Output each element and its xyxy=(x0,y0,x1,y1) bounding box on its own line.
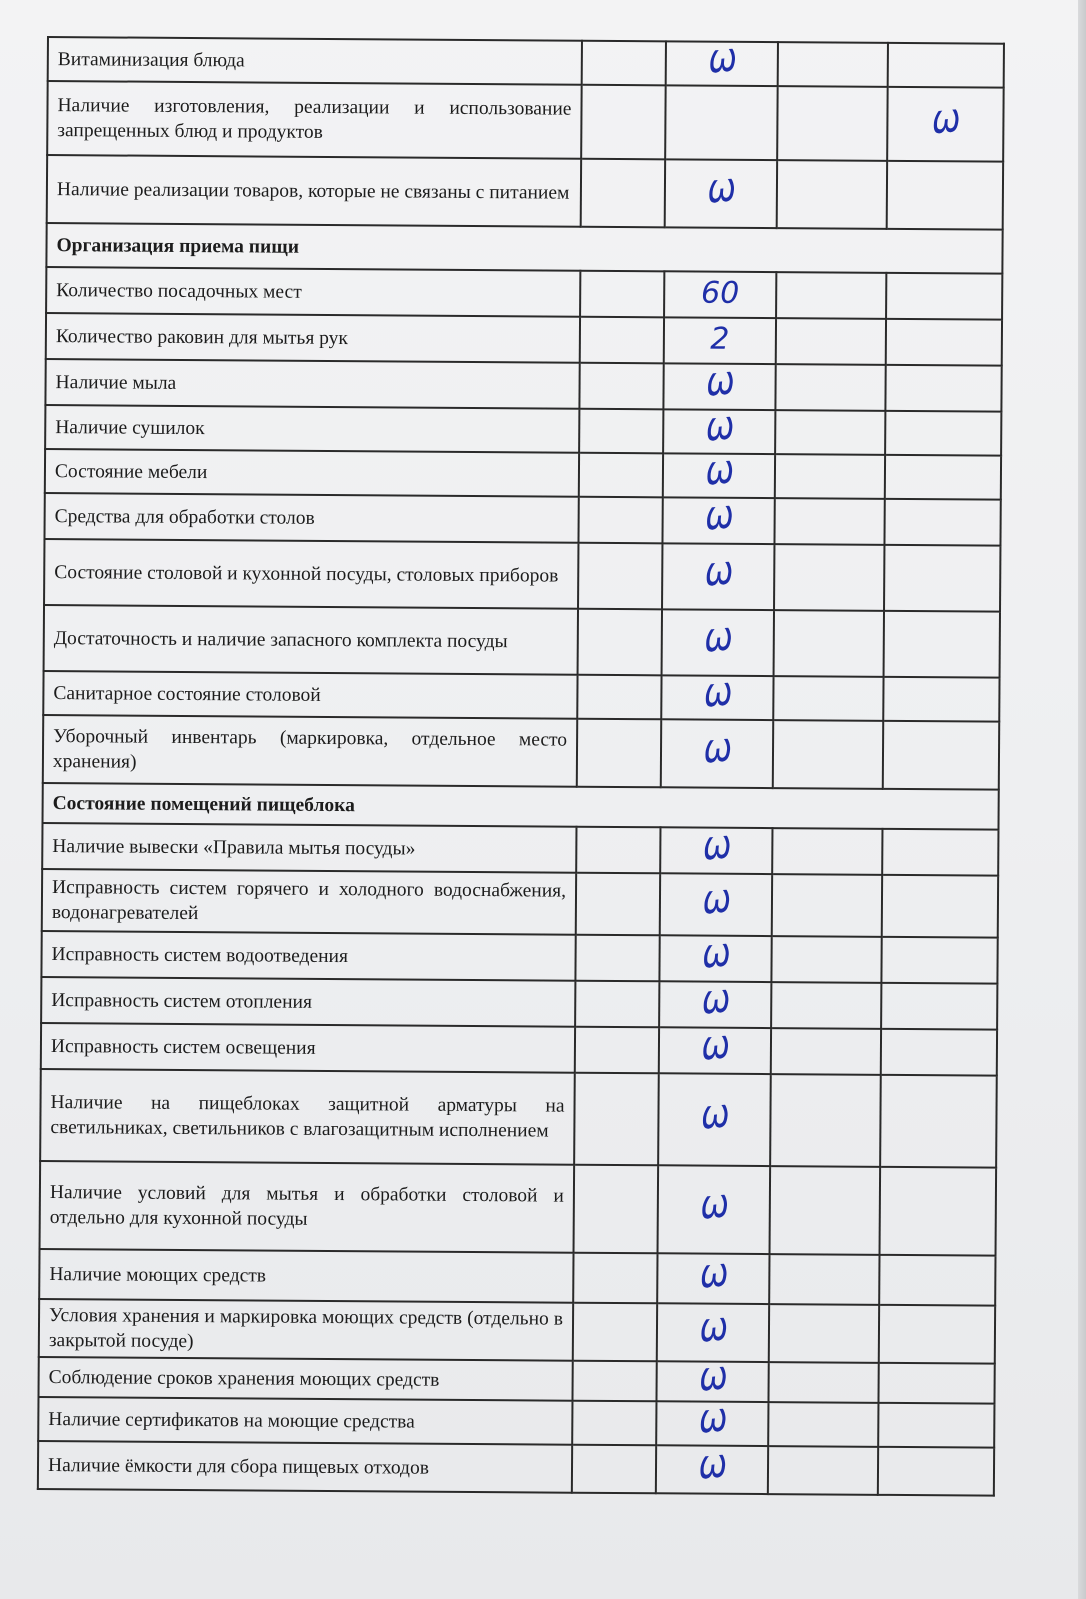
criterion-label: Уборочный инвентарь (маркировка, отдельное место хранения) xyxy=(43,715,577,787)
mark-cell-2 xyxy=(658,1073,771,1166)
mark-cell-3 xyxy=(775,454,885,499)
criterion-label: Средства для обработки столов xyxy=(44,493,578,543)
handwritten-number: 2 xyxy=(710,321,730,357)
mark-cell-2 xyxy=(656,1445,768,1494)
handwritten-mark: Ѡ xyxy=(698,1403,727,1441)
criterion-label: Количество посадочных мест xyxy=(46,267,580,317)
section-row xyxy=(46,223,1002,274)
handwritten-mark: Ѡ xyxy=(702,830,731,868)
handwritten-mark: Ѡ xyxy=(697,1449,727,1487)
criterion-label: Наличие моющих средств xyxy=(39,1249,573,1303)
mark-cell-1 xyxy=(572,1361,656,1402)
mark-cell-1 xyxy=(578,609,662,676)
mark-cell-4 xyxy=(883,721,999,790)
criterion-label: Наличие реализации товаров, которые не связаны с питанием xyxy=(47,155,581,227)
table-row xyxy=(44,539,1000,612)
mark-cell-2 xyxy=(665,85,778,160)
mark-cell-3 xyxy=(775,364,885,411)
mark-cell-3 xyxy=(768,1446,878,1495)
mark-cell-4 xyxy=(885,455,1001,500)
table-row xyxy=(40,1161,997,1256)
handwritten-mark: Ѡ xyxy=(700,1030,730,1068)
mark-cell-4 xyxy=(881,1029,997,1076)
table-row xyxy=(43,715,999,790)
mark-cell-4 xyxy=(881,937,997,984)
mark-cell-3 xyxy=(771,936,881,983)
handwritten-mark: Ѡ xyxy=(701,984,730,1022)
mark-cell-4 xyxy=(879,1255,995,1306)
criterion-label: Достаточность и наличие запасного комплекта посуды xyxy=(44,605,578,675)
mark-cell-4 xyxy=(878,1363,994,1404)
mark-cell-3 xyxy=(771,1028,881,1075)
mark-cell-1 xyxy=(579,453,663,498)
table-row xyxy=(45,359,1001,412)
criterion-label: Исправность систем освещения xyxy=(41,1023,575,1073)
mark-cell-3 xyxy=(777,160,887,229)
table-row xyxy=(47,155,1003,230)
mark-cell-1 xyxy=(575,1027,659,1074)
mark-cell-1 xyxy=(578,543,662,610)
handwritten-mark: Ѡ xyxy=(699,1189,728,1227)
mark-cell-2 xyxy=(666,41,778,86)
mark-cell-1 xyxy=(576,827,660,874)
criterion-label: Исправность систем водоотведения xyxy=(41,931,575,981)
table-row xyxy=(45,449,1001,500)
mark-cell-3 xyxy=(772,828,882,875)
criterion-label: Количество раковин для мытья рук xyxy=(46,313,580,363)
mark-cell-1 xyxy=(572,1445,656,1494)
table-row xyxy=(45,405,1001,456)
section-row xyxy=(43,783,999,830)
mark-cell-2 xyxy=(662,543,774,610)
table-row xyxy=(41,931,997,984)
mark-cell-3 xyxy=(768,1402,878,1447)
mark-cell-4 xyxy=(884,545,1000,612)
handwritten-mark: Ѡ xyxy=(703,622,732,660)
mark-cell-2 xyxy=(660,873,772,936)
criterion-label: Наличие вывески «Правила мытья посуды» xyxy=(42,823,576,873)
mark-cell-2 xyxy=(656,1401,768,1446)
handwritten-mark: Ѡ xyxy=(701,938,730,976)
criterion-label: Наличие мыла xyxy=(45,359,579,409)
mark-cell-2 xyxy=(662,497,774,544)
mark-cell-4 xyxy=(879,1305,995,1364)
criterion-label: Состояние столовой и кухонной посуды, столовых приборов xyxy=(44,539,578,609)
section-heading: Состояние помещений пищеблока xyxy=(43,783,999,830)
handwritten-mark: Ѡ xyxy=(701,884,731,922)
handwritten-mark: Ѡ xyxy=(706,173,736,211)
criterion-label: Состояние мебели xyxy=(45,449,579,497)
table-row xyxy=(38,1397,994,1448)
mark-cell-1 xyxy=(575,981,659,1028)
inspection-table-body xyxy=(38,37,1004,1496)
table-row xyxy=(40,1069,997,1168)
mark-cell-1 xyxy=(574,1073,659,1166)
criterion-label: Наличие изготовления, реализации и использование запрещенных блюд и продуктов xyxy=(47,81,582,159)
criterion-label: Исправность систем отопления xyxy=(41,977,575,1027)
mark-cell-2 xyxy=(660,827,772,874)
handwritten-mark: Ѡ xyxy=(705,411,734,449)
section-heading: Организация приема пищи xyxy=(46,223,1002,274)
criterion-label: Санитарное состояние столовой xyxy=(43,671,577,719)
criterion-label: Исправность систем горячего и холодного водоснабжения, водонагревателей xyxy=(42,869,576,935)
criterion-label: Условия хранения и маркировка моющих средств (отдельно в закрытой посуде) xyxy=(39,1299,573,1361)
mark-cell-1 xyxy=(573,1253,657,1304)
mark-cell-4 xyxy=(887,87,1004,162)
mark-cell-1 xyxy=(572,1401,656,1446)
mark-cell-1 xyxy=(576,873,660,936)
mark-cell-3 xyxy=(772,874,882,937)
handwritten-mark: Ѡ xyxy=(699,1258,728,1296)
mark-cell-3 xyxy=(776,272,886,319)
table-row xyxy=(47,81,1003,162)
mark-cell-4 xyxy=(884,499,1000,546)
table-row xyxy=(42,823,998,876)
table-row xyxy=(39,1249,995,1306)
mark-cell-2 xyxy=(656,1361,768,1402)
handwritten-mark: Ѡ xyxy=(705,366,734,404)
table-row xyxy=(42,869,998,938)
table-row xyxy=(46,313,1002,366)
table-row xyxy=(39,1299,995,1364)
mark-cell-1 xyxy=(574,1165,659,1254)
mark-cell-2 xyxy=(657,1253,769,1304)
mark-cell-3 xyxy=(771,982,881,1029)
mark-cell-4 xyxy=(878,1447,994,1496)
mark-cell-3 xyxy=(768,1362,878,1403)
page-edge xyxy=(1078,0,1086,1599)
table-row xyxy=(38,1357,994,1404)
mark-cell-4 xyxy=(881,983,997,1030)
table-row xyxy=(44,493,1000,546)
mark-cell-2 xyxy=(665,159,777,228)
mark-cell-3 xyxy=(777,86,888,161)
mark-cell-2 xyxy=(664,271,776,318)
mark-cell-1 xyxy=(580,271,664,318)
mark-cell-2 xyxy=(659,1027,771,1074)
mark-cell-1 xyxy=(578,497,662,544)
mark-cell-2 xyxy=(659,981,771,1028)
inspection-table xyxy=(37,36,1005,1497)
mark-cell-3 xyxy=(775,410,885,455)
criterion-label: Наличие ёмкости для сбора пищевых отходов xyxy=(38,1441,572,1493)
criterion-label: Наличие на пищеблоках защитной арматуры на светильниках, светильников с влагозащитным исполнением xyxy=(40,1069,575,1165)
mark-cell-4 xyxy=(886,273,1002,320)
mark-cell-1 xyxy=(581,159,665,228)
mark-cell-1 xyxy=(577,675,661,720)
table-row xyxy=(43,671,999,722)
mark-cell-4 xyxy=(880,1167,997,1256)
criterion-label: Наличие сертификатов на моющие средства xyxy=(38,1397,572,1445)
mark-cell-4 xyxy=(878,1403,994,1448)
handwritten-mark: Ѡ xyxy=(698,1361,727,1399)
criterion-label: Наличие сушилок xyxy=(45,405,579,453)
mark-cell-2 xyxy=(663,453,775,498)
handwritten-mark: Ѡ xyxy=(931,103,960,141)
mark-cell-2 xyxy=(663,409,775,454)
table-row xyxy=(46,267,1002,320)
criterion-label: Наличие условий для мытья и обработки столовой и отдельно для кухонной посуды xyxy=(40,1161,575,1253)
mark-cell-4 xyxy=(883,677,999,722)
mark-cell-2 xyxy=(663,363,775,410)
mark-cell-2 xyxy=(661,675,773,720)
mark-cell-3 xyxy=(774,544,884,611)
handwritten-number: 60 xyxy=(701,275,740,311)
mark-cell-3 xyxy=(770,1074,881,1167)
mark-cell-3 xyxy=(773,676,883,721)
mark-cell-3 xyxy=(769,1254,879,1305)
mark-cell-2 xyxy=(658,1165,771,1254)
mark-cell-4 xyxy=(887,161,1003,230)
mark-cell-2 xyxy=(661,719,773,788)
mark-cell-1 xyxy=(580,317,664,364)
mark-cell-3 xyxy=(774,498,884,545)
mark-cell-4 xyxy=(880,1075,997,1168)
mark-cell-3 xyxy=(769,1304,879,1363)
mark-cell-1 xyxy=(582,41,666,86)
handwritten-mark: Ѡ xyxy=(707,43,736,81)
mark-cell-4 xyxy=(882,875,998,938)
mark-cell-1 xyxy=(575,935,659,982)
mark-cell-4 xyxy=(884,611,1000,678)
mark-cell-2 xyxy=(662,609,774,676)
mark-cell-4 xyxy=(886,319,1002,366)
mark-cell-2 xyxy=(657,1303,769,1362)
mark-cell-4 xyxy=(885,411,1001,456)
handwritten-mark: Ѡ xyxy=(704,455,734,493)
table-row xyxy=(44,605,1000,678)
handwritten-mark: Ѡ xyxy=(702,733,732,771)
mark-cell-3 xyxy=(776,318,886,365)
mark-cell-1 xyxy=(573,1303,657,1362)
criterion-label: Витаминизация блюда xyxy=(48,37,582,85)
criterion-label: Соблюдение сроков хранения моющих средств xyxy=(38,1357,572,1401)
handwritten-mark: Ѡ xyxy=(698,1312,728,1350)
mark-cell-3 xyxy=(774,610,884,677)
mark-cell-1 xyxy=(581,85,666,160)
handwritten-mark: Ѡ xyxy=(704,500,733,538)
handwritten-mark: Ѡ xyxy=(700,1099,729,1137)
mark-cell-1 xyxy=(577,719,661,788)
mark-cell-2 xyxy=(659,935,771,982)
mark-cell-4 xyxy=(885,365,1001,412)
table-row xyxy=(38,1441,994,1496)
handwritten-mark: Ѡ xyxy=(703,677,732,715)
handwritten-mark: Ѡ xyxy=(704,556,733,594)
table-row xyxy=(41,1023,997,1076)
mark-cell-2 xyxy=(664,317,776,364)
mark-cell-3 xyxy=(773,720,883,789)
mark-cell-4 xyxy=(888,43,1004,88)
mark-cell-1 xyxy=(579,363,663,410)
mark-cell-1 xyxy=(579,409,663,454)
mark-cell-3 xyxy=(778,42,888,87)
table-row xyxy=(48,37,1004,88)
table-row xyxy=(41,977,997,1030)
mark-cell-3 xyxy=(770,1166,881,1255)
mark-cell-4 xyxy=(882,829,998,876)
